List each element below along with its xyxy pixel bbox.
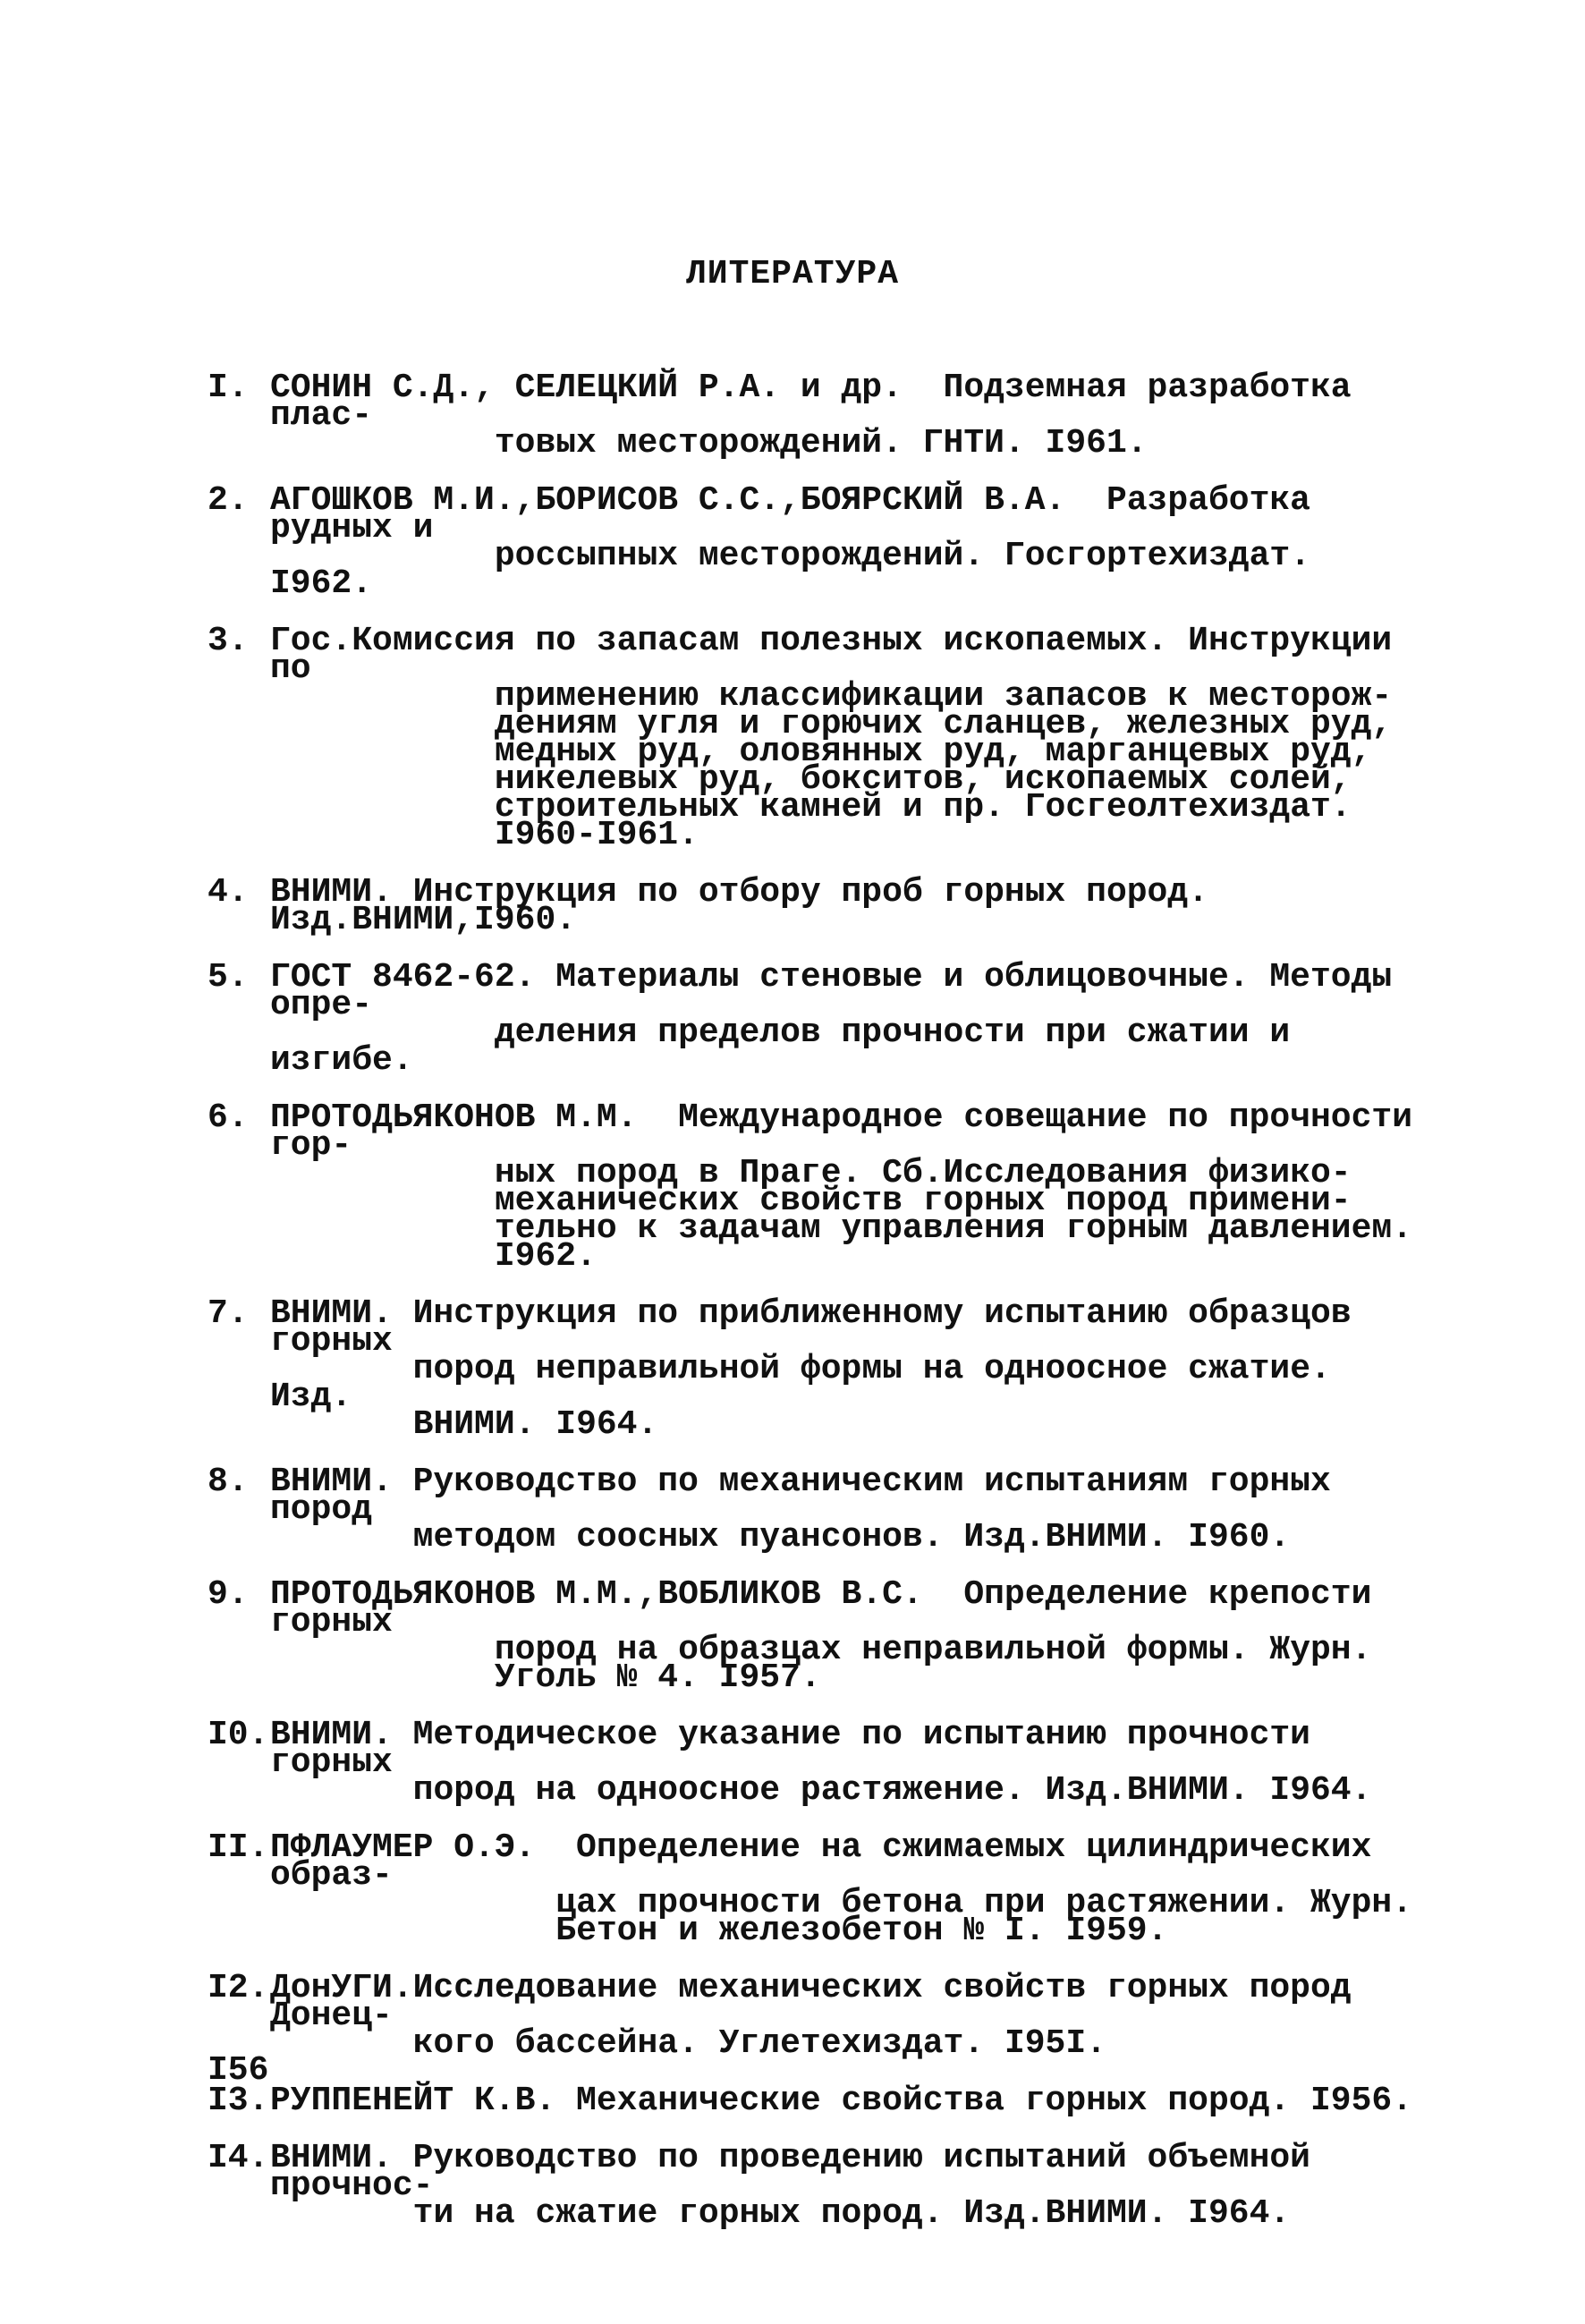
reference-number: I2. xyxy=(208,1969,269,2007)
reference-text: ПРОТОДЬЯКОНОВ М.М. Международное совещание по прочности гор- ных пород в Праге. Сб.Исследования физико- механических свойств горных пород примени- тельно к задачам управления горным давлением. I962. xyxy=(270,1098,1413,1276)
reference-text: ГОСТ 8462-62. Материалы стеновые и облицовочные. Методы опре- деления пределов прочности при сжатии и изгибе. xyxy=(270,958,1393,1080)
reference-item xyxy=(208,1098,1424,1276)
reference-number: 5. xyxy=(208,958,249,997)
reference-item xyxy=(208,958,1424,1080)
reference-number: II. xyxy=(208,1828,269,1867)
reference-number: 7. xyxy=(208,1294,249,1333)
reference-number: 9. xyxy=(208,1575,249,1614)
page-title: ЛИТЕРАТУРА xyxy=(685,255,900,293)
reference-text: ПФЛАУМЕР О.Э. Определение на сжимаемых цилиндрических образ- цах прочности бетона при растяжении. Журн. Бетон и железобетон № I. I959. xyxy=(270,1828,1413,1950)
reference-item xyxy=(208,369,1424,462)
reference-number: I3. xyxy=(208,2082,269,2120)
reference-text: СОНИН С.Д., СЕЛЕЦКИЙ Р.А. и др. Подземная разработка плас- товых месторождений. ГНТИ. I961. xyxy=(270,369,1352,462)
reference-text: АГОШКОВ М.И.,БОРИСОВ С.С.,БОЯРСКИЙ В.А. Разработка рудных и россыпных месторождений. Госгортехиздат. I962. xyxy=(270,481,1310,603)
reference-number: I4. xyxy=(208,2139,269,2177)
reference-text: ПРОТОДЬЯКОНОВ М.М.,ВОБЛИКОВ В.С. Определение крепости горных пород на образцах неправильной формы. Журн. Уголь № 4. I957. xyxy=(270,1575,1372,1697)
reference-text: ВНИМИ. Методическое указание по испытанию прочности горных пород на одноосное растяжение. Изд.ВНИМИ. I964. xyxy=(270,1716,1372,1810)
reference-text: РУППЕНЕЙТ К.В. Механические свойства горных пород. I956. xyxy=(270,2082,1413,2120)
reference-item xyxy=(208,873,1424,939)
reference-text: ВНИМИ. Руководство по механическим испытаниям горных пород методом соосных пуансонов. Изд.ВНИМИ. I960. xyxy=(270,1463,1331,1556)
reference-number: 8. xyxy=(208,1463,249,1501)
reference-item xyxy=(208,481,1424,603)
reference-item xyxy=(208,1969,1424,2063)
reference-item xyxy=(208,1463,1424,1556)
reference-number: 2. xyxy=(208,481,249,520)
reference-list xyxy=(208,369,1424,2257)
reference-text: ДонУГИ.Исследование механических свойств горных пород Донец- кого бассейна. Углетехиздат. I95I. xyxy=(270,1969,1352,2063)
reference-item xyxy=(208,2082,1424,2120)
reference-text: ВНИМИ. Руководство по проведению испытаний объемной прочнос- ти на сжатие горных пород. Изд.ВНИМИ. I964. xyxy=(270,2139,1310,2233)
reference-item xyxy=(208,1575,1424,1697)
reference-item xyxy=(208,1294,1424,1444)
reference-text: ВНИМИ. Инструкция по приближенному испытанию образцов горных пород неправильной формы на одноосное сжатие. Изд. ВНИМИ. I964. xyxy=(270,1294,1352,1444)
reference-number: 4. xyxy=(208,873,249,912)
reference-item xyxy=(208,2139,1424,2233)
reference-number: 3. xyxy=(208,622,249,660)
reference-text: ВНИМИ. Инструкция по отбору проб горных пород. Изд.ВНИМИ,I960. xyxy=(270,873,1229,939)
reference-item xyxy=(208,1828,1424,1950)
reference-item xyxy=(208,622,1424,854)
page-number: I56 xyxy=(208,2051,269,2090)
reference-number: I. xyxy=(208,369,249,407)
reference-item xyxy=(208,1716,1424,1810)
reference-number: I0. xyxy=(208,1716,269,1754)
reference-text: Гос.Комиссия по запасам полезных ископаемых. Инструкции по применению классификации запасов к месторож- дениям угля и горючих сланцев, железных руд, медных руд, оловянных руд, марганцевых руд, никелевых руд, бокситов, ископаемых солей, строительных камней и пр. Госгеолтехиздат. I960-I961. xyxy=(270,622,1393,854)
reference-number: 6. xyxy=(208,1098,249,1137)
